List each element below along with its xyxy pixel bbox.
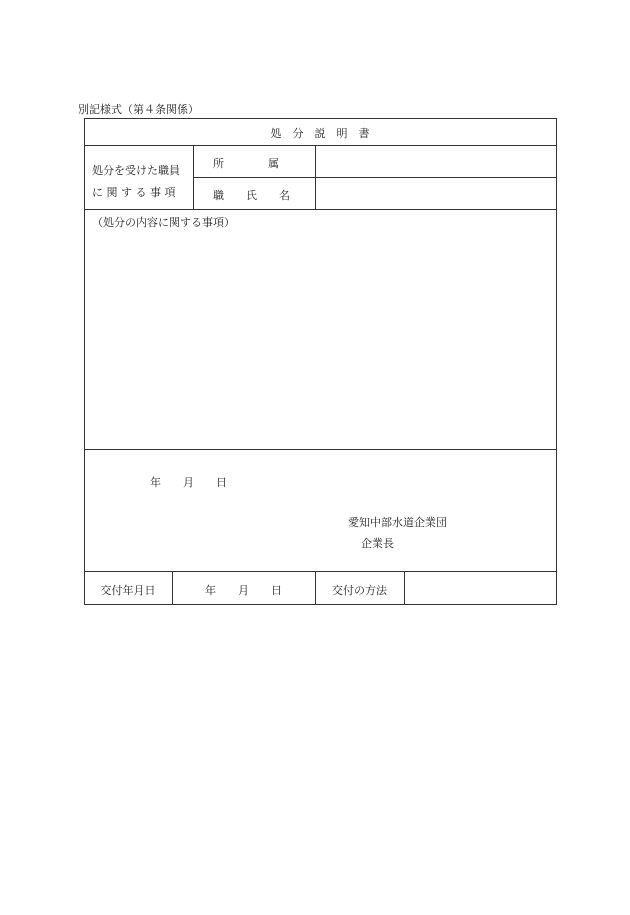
rule-top xyxy=(84,118,556,119)
delivery-method-field[interactable] xyxy=(410,577,550,599)
content-heading: （処分の内容に関する事項） xyxy=(92,216,235,229)
subject-heading-line2: に 関 す る 事 項 xyxy=(92,186,176,199)
issuer-organization: 愛知中部水道企業団 xyxy=(348,516,447,529)
rule-subject-heading-right xyxy=(193,145,194,209)
form-label: 別記様式（第４条関係） xyxy=(78,103,199,116)
rule-bottom xyxy=(84,604,556,605)
rule-right xyxy=(556,118,557,605)
rule-issuer-bottom xyxy=(84,571,556,572)
rule-affiliation-bottom xyxy=(193,177,556,178)
subject-heading-line1: 処分を受けた職員 xyxy=(92,164,180,177)
content-body[interactable] xyxy=(92,232,548,442)
form-title: 処 分 説 明 書 xyxy=(270,127,370,140)
delivery-method-label: 交付の方法 xyxy=(332,584,387,597)
rule-title-bottom xyxy=(84,145,556,146)
position-name-field[interactable] xyxy=(320,182,550,204)
subject-heading xyxy=(92,160,180,204)
rule-subject-bottom xyxy=(84,209,556,210)
affiliation-field[interactable] xyxy=(320,150,550,172)
issuer-officer: 企業長 xyxy=(361,537,394,550)
rule-left xyxy=(84,118,85,605)
affiliation-label: 所 属 xyxy=(213,157,279,170)
delivery-date-label: 交付年月日 xyxy=(100,584,156,597)
rule-content-bottom xyxy=(84,449,556,450)
issue-date: 年 月 日 xyxy=(150,476,227,489)
position-name-label: 職 氏 名 xyxy=(213,189,290,202)
rule-subject-label-right xyxy=(315,145,316,209)
delivery-date-value[interactable]: 年 月 日 xyxy=(205,584,282,597)
rule-delivery-3 xyxy=(404,571,405,604)
